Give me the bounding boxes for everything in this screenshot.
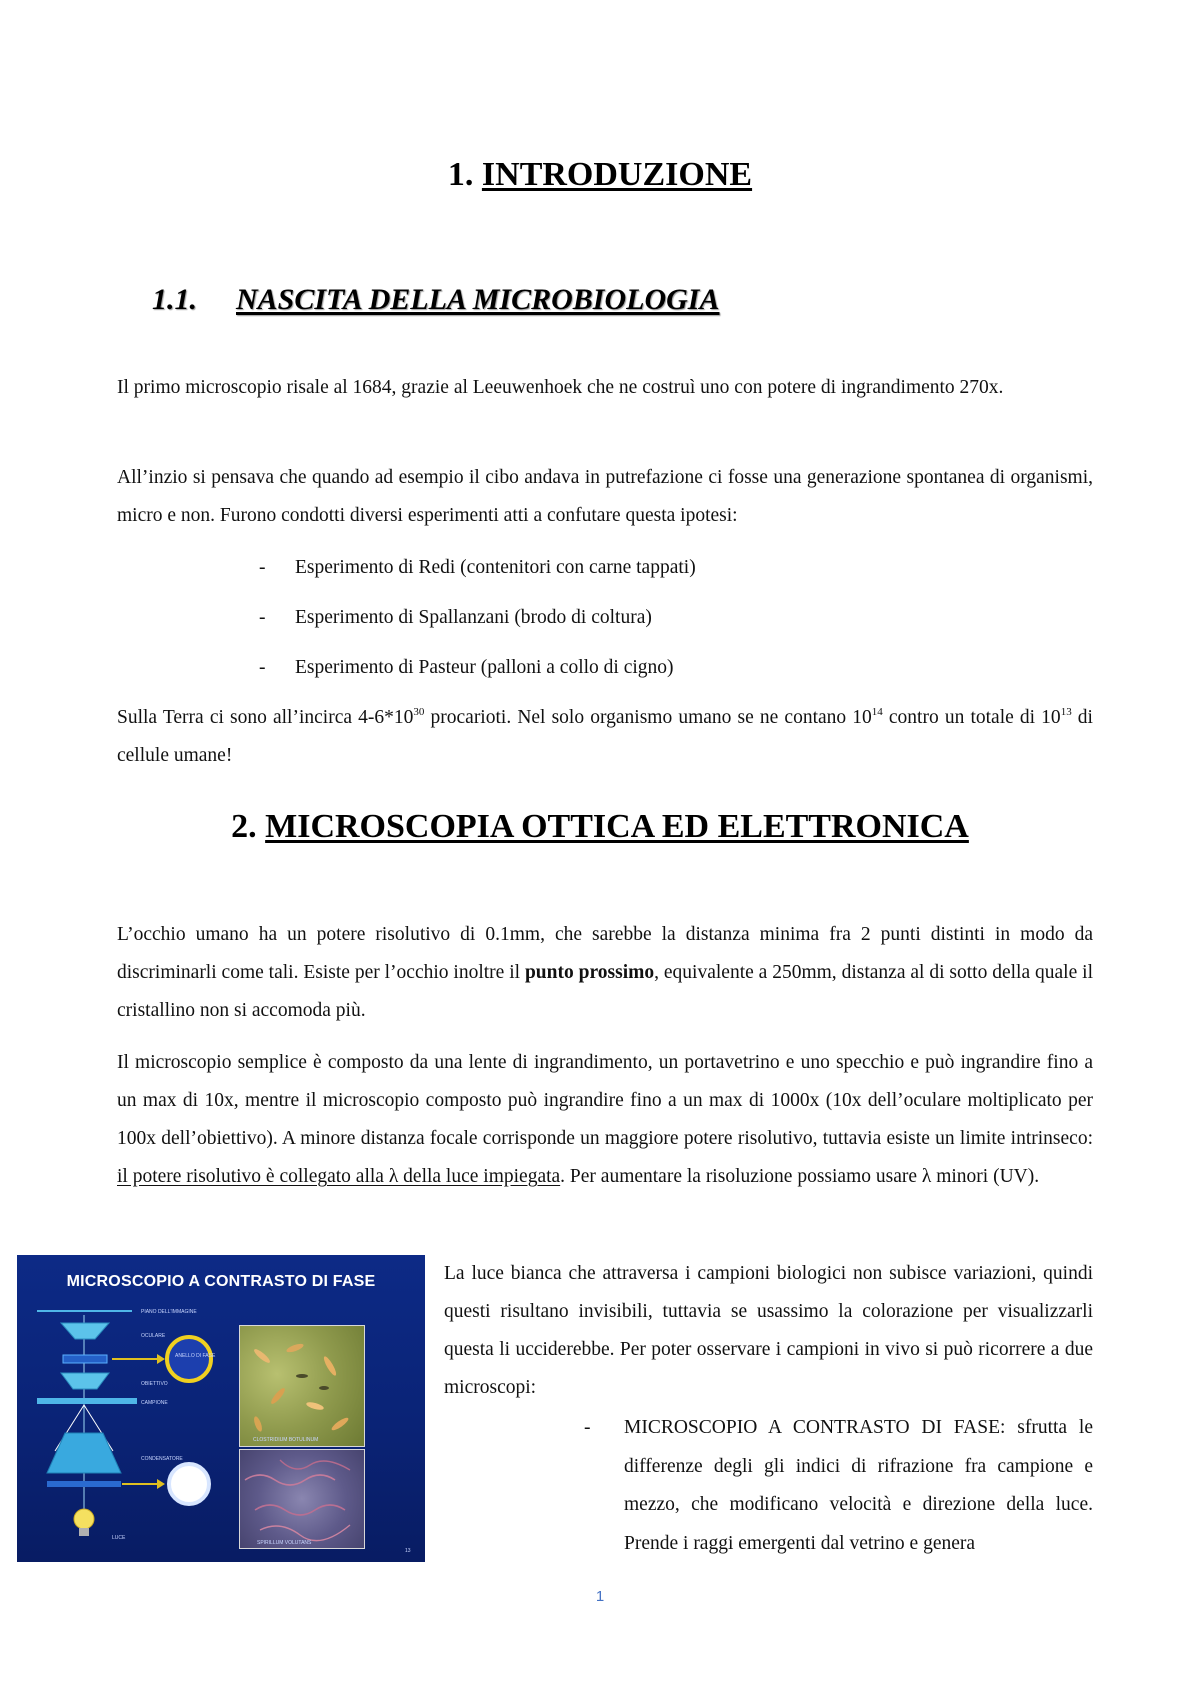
section-1-1-heading (152, 280, 719, 320)
section-2-number: 2. (231, 808, 257, 845)
label-phase-ring: ANELLO DI FASE (175, 1353, 216, 1359)
bold-term: punto prossimo (524, 962, 655, 983)
paragraph-spontaneous-generation: All’inzio si pensava che quando ad esempio il cibo andava in putrefazione ci fosse una generazione spontanea di organismi, micro e non. Furono condotti diversi esperimenti atti a confutare questa ipotesi: (117, 467, 1093, 526)
paragraph-prokaryotes (117, 699, 1093, 775)
list-dash: - (259, 607, 266, 628)
label-objective: OBIETTIVO (141, 1381, 168, 1387)
paragraph-microscopes (117, 1044, 1093, 1196)
text-run: Il microscopio semplice è composto da una lente di ingrandimento, un portavetrino e uno specchio e può ingrandire fino a un max di 10x, mentre il microscopio composto può ingrandire fino a un max di 1000x (10x dell’oculare moltiplicato per 100x dell’obiettivo). A minore distanza focale corrisponde un maggiore potere risolutivo, tuttavia esiste un limite intrinseco: (117, 1052, 1093, 1149)
label-photo2: SPIRILLUM VOLUTANS (257, 1540, 312, 1546)
section-2-title: MICROSCOPIA OTTICA ED ELETTRONICA (265, 808, 969, 845)
list-item-text: MICROSCOPIO A CONTRASTO DI FASE: sfrutta le differenze degli gli indici di rifrazione fra campione e mezzo, che modificano velocità e direzione della luce. Prende i raggi emergenti dal vetrino e genera (624, 1417, 1093, 1554)
label-condenser: CONDENSATORE (141, 1456, 183, 1462)
list-item-text: Esperimento di Pasteur (palloni a collo di cigno) (295, 657, 674, 678)
photo-labels (17, 1255, 425, 1562)
paragraph-leeuwenhoek: Il primo microscopio risale al 1684, grazie al Leeuwenhoek che ne costruì uno con potere di ingrandimento 270x. (117, 377, 1004, 398)
label-sample: CAMPIONE (141, 1400, 168, 1406)
section-1-heading (0, 155, 1200, 195)
section-1-1-title: NASCITA DELLA MICROBIOLOGIA (236, 283, 720, 316)
label-photo1: CLOSTRIDIUM BOTULINUM (253, 1437, 319, 1443)
section-1-number: 1. (447, 156, 474, 193)
section-2-heading (0, 807, 1200, 847)
list-dash: - (259, 657, 266, 678)
text-run: , equivalente a 250mm, distanza al di sotto della quale il cristallino non si accomoda più. (117, 962, 1093, 1021)
list-item-text: Esperimento di Redi (contenitori con carne tappati) (295, 557, 696, 578)
list-item-redi (259, 549, 859, 587)
label-image-plane: PIANO DELL'IMMAGINE (141, 1309, 197, 1315)
label-light: LUCE (112, 1535, 126, 1541)
label-eyepiece: OCULARE (141, 1333, 166, 1339)
text-run: contro un totale di 10 (882, 707, 1061, 728)
text-run: di cellule umane! (117, 707, 1093, 766)
text-run: . Per aumentare la risoluzione possiamo usare λ minori (UV). (560, 1166, 1040, 1187)
superscript: 30 (413, 706, 425, 718)
paragraph-white-light: La luce bianca che attraversa i campioni biologici non subisce variazioni, quindi questi risultano invisibili, tuttavia se usassimo la colorazione per visualizzarli questa li ucciderebbe. Per poter osservare i campioni in vivo si può ricorrere a due microscopi: (444, 1263, 1093, 1398)
paragraph-human-eye (117, 916, 1093, 1030)
list-item-pasteur (259, 649, 859, 687)
list-dash: - (259, 557, 266, 578)
text-run: L’occhio umano ha un potere risolutivo di 0.1mm, che sarebbe la distanza minima fra 2 punti distinti in modo da discriminarli come tali. Esiste per l’occhio inoltre il (117, 924, 1093, 983)
list-dash: - (584, 1417, 591, 1438)
superscript: 14 (871, 706, 883, 718)
label-slide-number: 13 (405, 1548, 411, 1554)
list-item-text: Esperimento di Spallanzani (brodo di coltura) (295, 607, 652, 628)
superscript: 13 (1060, 706, 1072, 718)
text-run: procarioti. Nel solo organismo umano se ne contano 10 (424, 707, 872, 728)
list-item-phase-contrast (584, 1409, 1093, 1564)
section-1-title: INTRODUZIONE (481, 156, 753, 193)
phase-contrast-figure (17, 1255, 425, 1562)
list-item-spallanzani (259, 599, 859, 637)
section-1-1-number: 1.1. (152, 283, 197, 316)
text-run: Sulla Terra ci sono all’incirca 4-6*10 (117, 707, 414, 728)
underlined-text: il potere risolutivo è collegato alla λ della luce impiegata (117, 1166, 561, 1187)
page-number: 1 (595, 1588, 605, 1605)
figure-title: MICROSCOPIO A CONTRASTO DI FASE (66, 1273, 376, 1290)
